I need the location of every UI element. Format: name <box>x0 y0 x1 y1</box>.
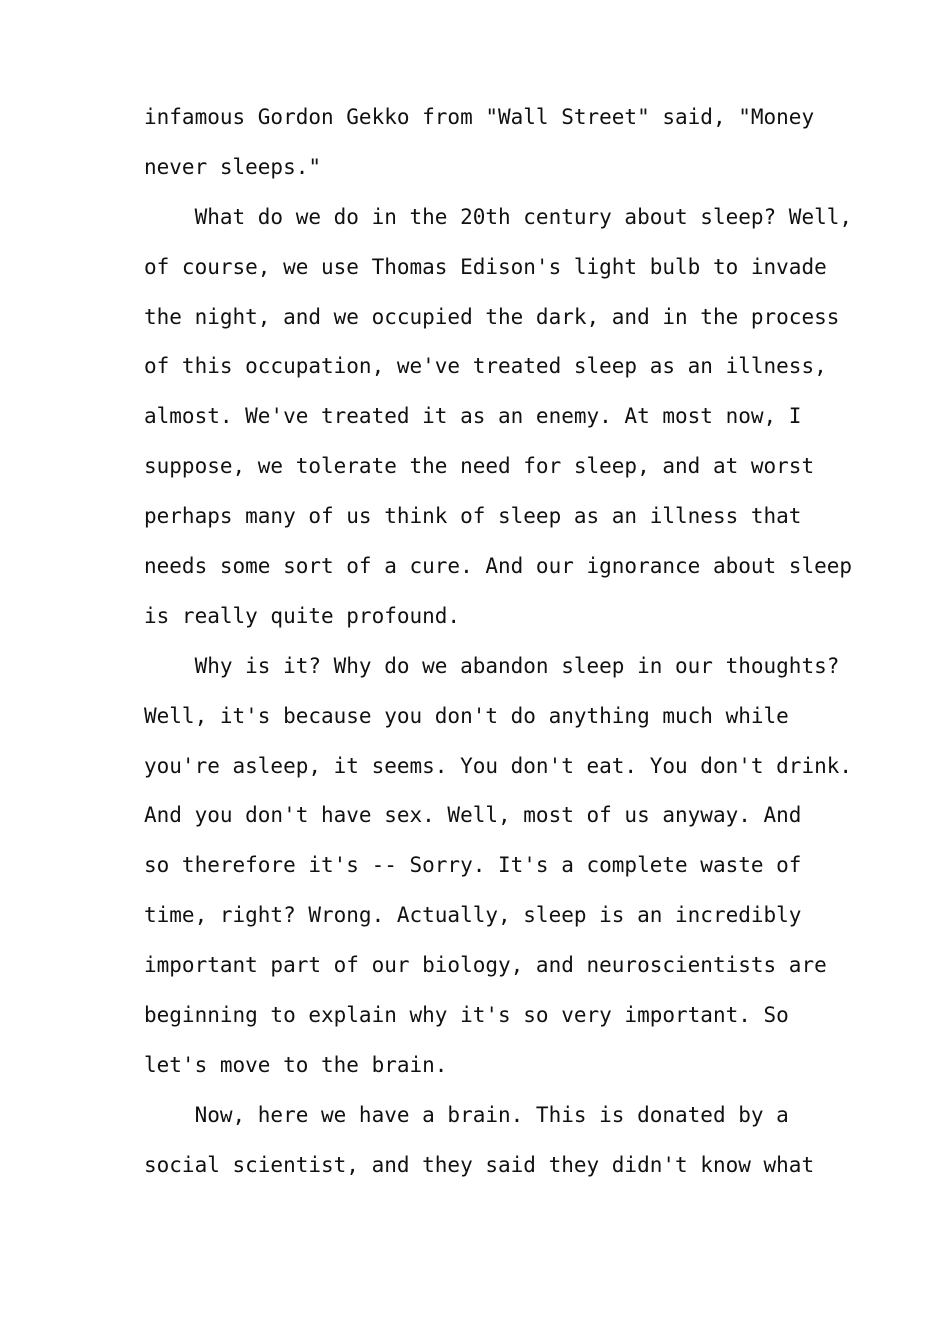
text-line: What do we do in the 20th century about sleep? Well, <box>144 204 853 229</box>
text-line: Well, it's because you don't do anything much while <box>144 703 789 728</box>
text-line: social scientist, and they said they didn't know what <box>144 1152 815 1177</box>
text-line: And you don't have sex. Well, most of us anyway. And <box>144 803 802 828</box>
text-line: needs some sort of a cure. And our ignorance about sleep <box>144 554 853 579</box>
text-line: perhaps many of us think of sleep as an illness that <box>144 504 802 529</box>
text-line: important part of our biology, and neuroscientists are <box>144 953 827 978</box>
text-line: of this occupation, we've treated sleep as an illness, <box>144 354 827 379</box>
text-line: so therefore it's -- Sorry. It's a complete waste of <box>144 853 802 878</box>
text-line: you're asleep, it seems. You don't eat. You don't drink. <box>144 753 853 778</box>
text-line: is really quite profound. <box>144 603 461 628</box>
text-line: let's move to the brain. <box>144 1052 448 1077</box>
text-line: of course, we use Thomas Edison's light bulb to invade <box>144 254 827 279</box>
text-line: Now, here we have a brain. This is donated by a <box>144 1102 789 1127</box>
text-line: infamous Gordon Gekko from "Wall Street" said, "Money <box>144 105 815 129</box>
text-line: the night, and we occupied the dark, and in the process <box>144 304 840 329</box>
text-line: never sleeps." <box>144 154 322 179</box>
text-line: suppose, we tolerate the need for sleep, and at worst <box>144 454 815 479</box>
text-line: time, right? Wrong. Actually, sleep is an incredibly <box>144 903 802 928</box>
text-line: Why is it? Why do we abandon sleep in our thoughts? <box>144 653 840 678</box>
text-line: almost. We've treated it as an enemy. At most now, I <box>144 404 802 429</box>
text-line: beginning to explain why it's so very important. So <box>144 1003 789 1028</box>
body-text <box>144 93 853 1191</box>
